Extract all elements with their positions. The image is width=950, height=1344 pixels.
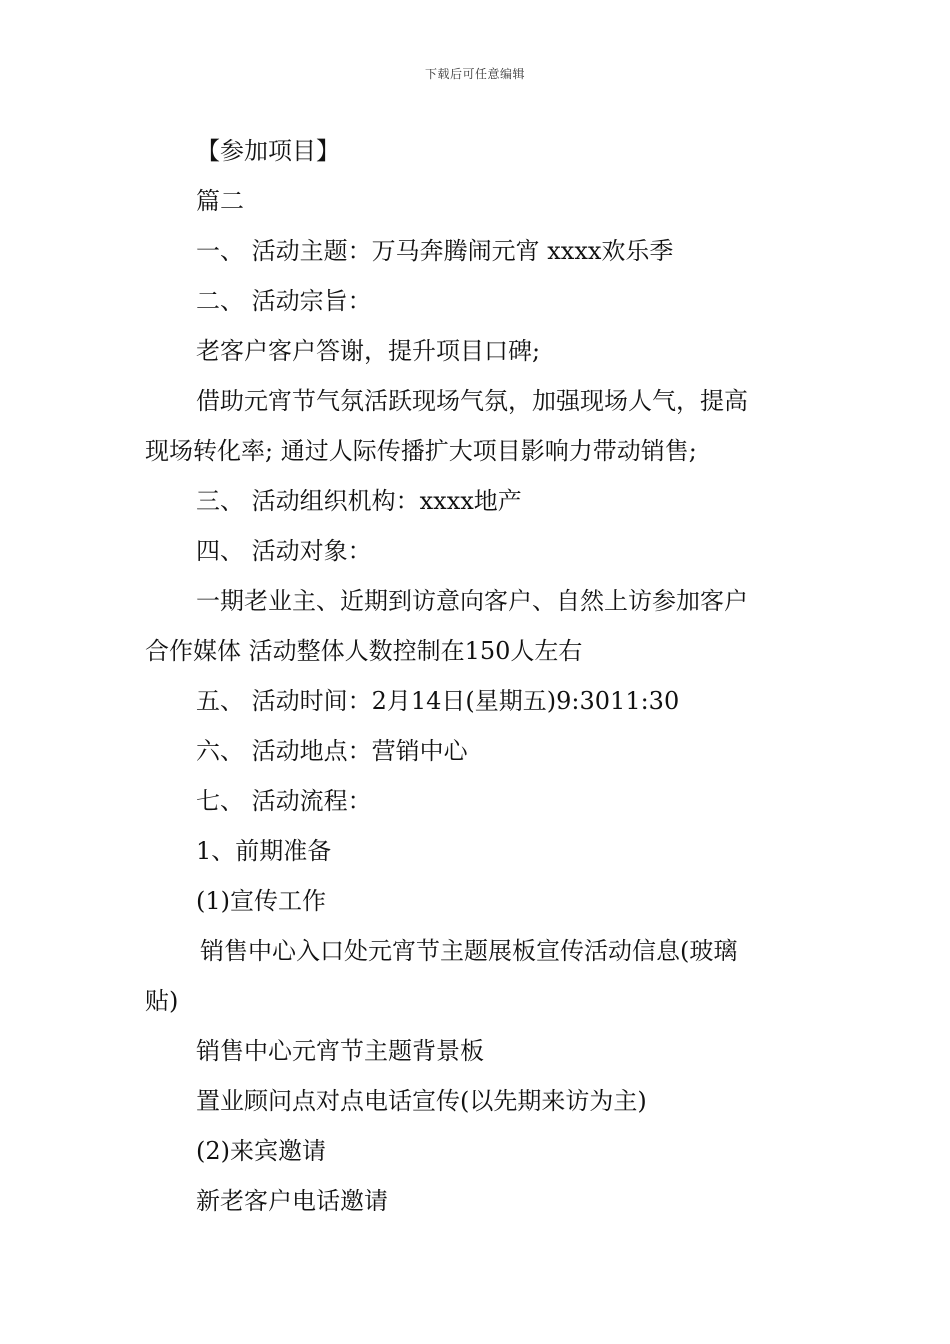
paragraph-line: 三、 活动组织机构：xxxx地产 (196, 487, 522, 515)
paragraph-line: 七、 活动流程： (196, 787, 372, 815)
section-heading: 【参加项目】 (196, 137, 340, 165)
paragraph-line: 六、 活动地点：营销中心 (196, 737, 468, 765)
paragraph-line: 老客户客户答谢，提升项目口碑; (196, 337, 541, 365)
paragraph-line: 贴) (145, 987, 179, 1015)
paragraph-line: 合作媒体 活动整体人数控制在150人左右 (145, 637, 583, 665)
paragraph-line: 现场转化率; 通过人际传播扩大项目影响力带动销售; (145, 437, 697, 465)
paragraph-line: 销售中心入口处元宵节主题展板宣传活动信息(玻璃 (200, 937, 738, 965)
document-body (145, 126, 810, 1226)
paragraph-line: 一期老业主、近期到访意向客户、自然上访参加客户 (196, 587, 748, 615)
paragraph-line: 四、 活动对象： (196, 537, 372, 565)
paragraph-line: (2)来宾邀请 (196, 1137, 326, 1165)
paragraph-line: 新老客户电话邀请 (196, 1187, 388, 1215)
paragraph-line: 一、 活动主题：万马奔腾闹元宵 xxxx欢乐季 (196, 237, 674, 265)
paragraph-line: 销售中心元宵节主题背景板 (196, 1037, 484, 1065)
paragraph-line: 二、 活动宗旨： (196, 287, 372, 315)
paragraph-line: 1、前期准备 (196, 837, 332, 865)
paragraph-line: 五、 活动时间：2月14日(星期五)9:3011:30 (196, 687, 680, 715)
chapter-label: 篇二 (196, 187, 244, 215)
paragraph-line: 借助元宵节气氛活跃现场气氛，加强现场人气，提高 (196, 387, 748, 415)
paragraph-line: 置业顾问点对点电话宣传(以先期来访为主) (196, 1087, 647, 1115)
paragraph-line: (1)宣传工作 (196, 887, 326, 915)
page-header-note: 下载后可任意编辑 (424, 67, 525, 81)
